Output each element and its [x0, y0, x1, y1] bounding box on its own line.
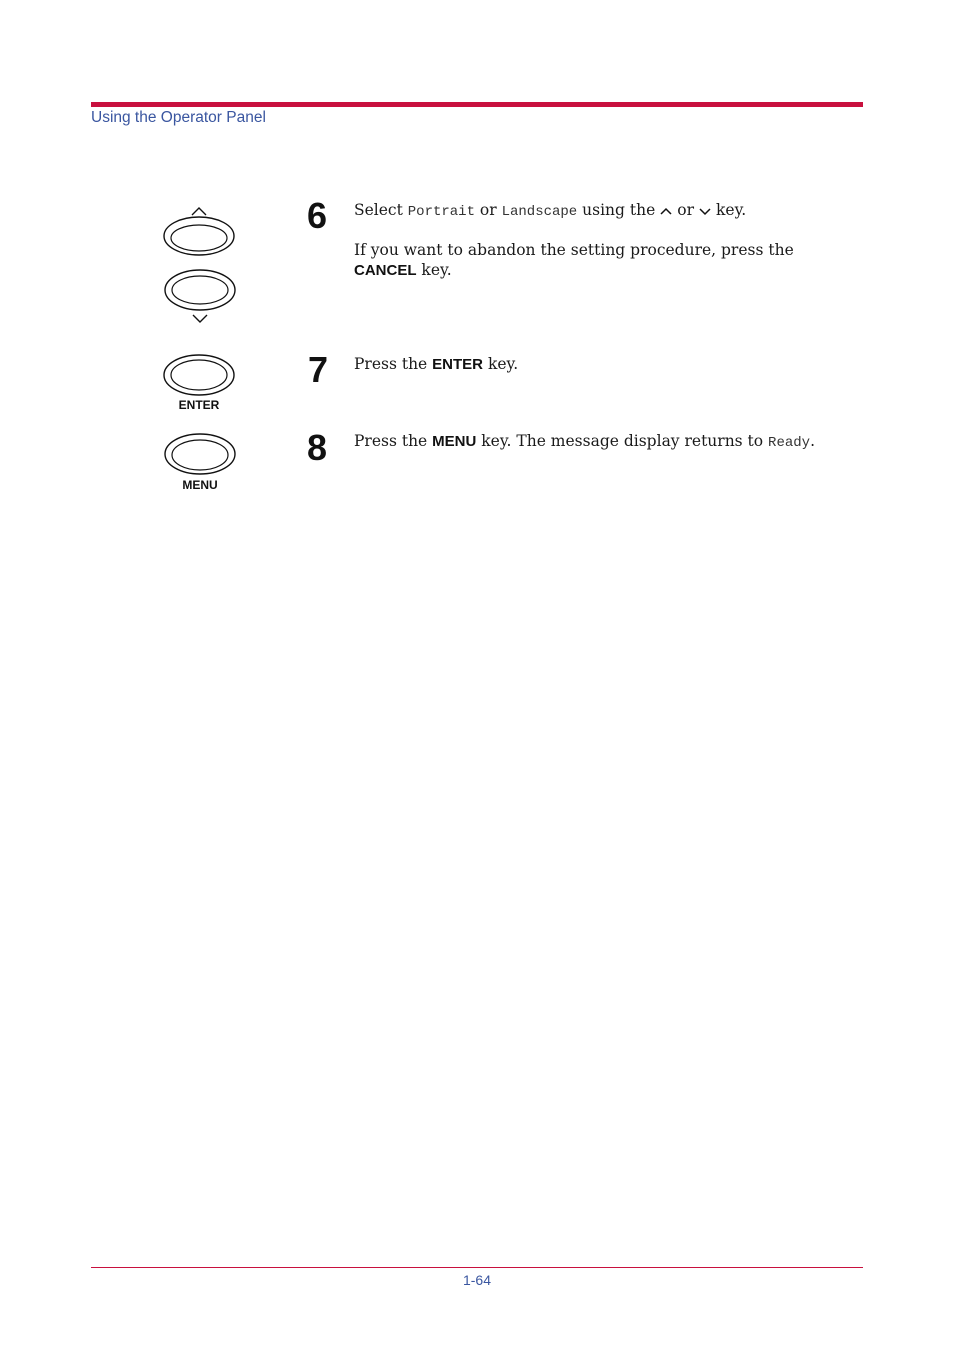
- enter-key-figure: [160, 352, 240, 400]
- step-text-fragment: or: [474, 201, 502, 219]
- step-text-fragment: or: [677, 201, 695, 219]
- step-number: 7: [308, 349, 329, 390]
- enter-key-label: ENTER: [178, 398, 220, 412]
- down-arrow-icon: [193, 315, 207, 322]
- option-portrait: Portrait: [407, 204, 475, 220]
- down-arrow-icon: [698, 205, 712, 217]
- option-landscape: Landscape: [501, 204, 578, 220]
- up-arrow-icon: [192, 208, 206, 215]
- message-ready: Ready: [768, 435, 811, 451]
- menu-key-figure: [160, 431, 240, 479]
- step-text-fragment: Press the: [354, 432, 433, 450]
- down-key: [165, 270, 235, 310]
- footer-rule: [91, 1267, 863, 1268]
- page-number: 1-64: [462, 1272, 492, 1288]
- up-key: [164, 217, 234, 255]
- up-arrow-icon: [659, 205, 673, 217]
- menu-key-name: MENU: [432, 433, 477, 450]
- step-text-fragment: key.: [716, 201, 747, 219]
- header-rule: [91, 102, 863, 107]
- cancel-key-name: CANCEL: [354, 262, 417, 279]
- step-text-fragment: using the: [577, 201, 656, 219]
- enter-key-name: ENTER: [432, 356, 484, 373]
- step-text-fragment: key.: [416, 261, 452, 279]
- step-6-instruction: [354, 200, 854, 222]
- step-text-fragment: Select: [354, 201, 408, 219]
- step-6-text: [354, 200, 854, 281]
- step-7-text: [354, 354, 854, 375]
- step-8-text: [354, 431, 854, 453]
- step-text-fragment: If you want to abandon the setting procedure, press the: [354, 241, 794, 259]
- step-text-fragment: key. The message display returns to: [476, 432, 769, 450]
- section-title: Using the Operator Panel: [91, 109, 266, 126]
- step-number: 8: [307, 427, 328, 468]
- step-text-fragment: .: [810, 432, 815, 450]
- step-number: 6: [307, 195, 328, 236]
- step-6-note: [354, 240, 838, 281]
- menu-key-label: MENU: [182, 478, 218, 492]
- step-text-fragment: key.: [483, 355, 519, 373]
- step-text-fragment: Press the: [354, 355, 433, 373]
- up-down-keys-figure: [160, 203, 240, 328]
